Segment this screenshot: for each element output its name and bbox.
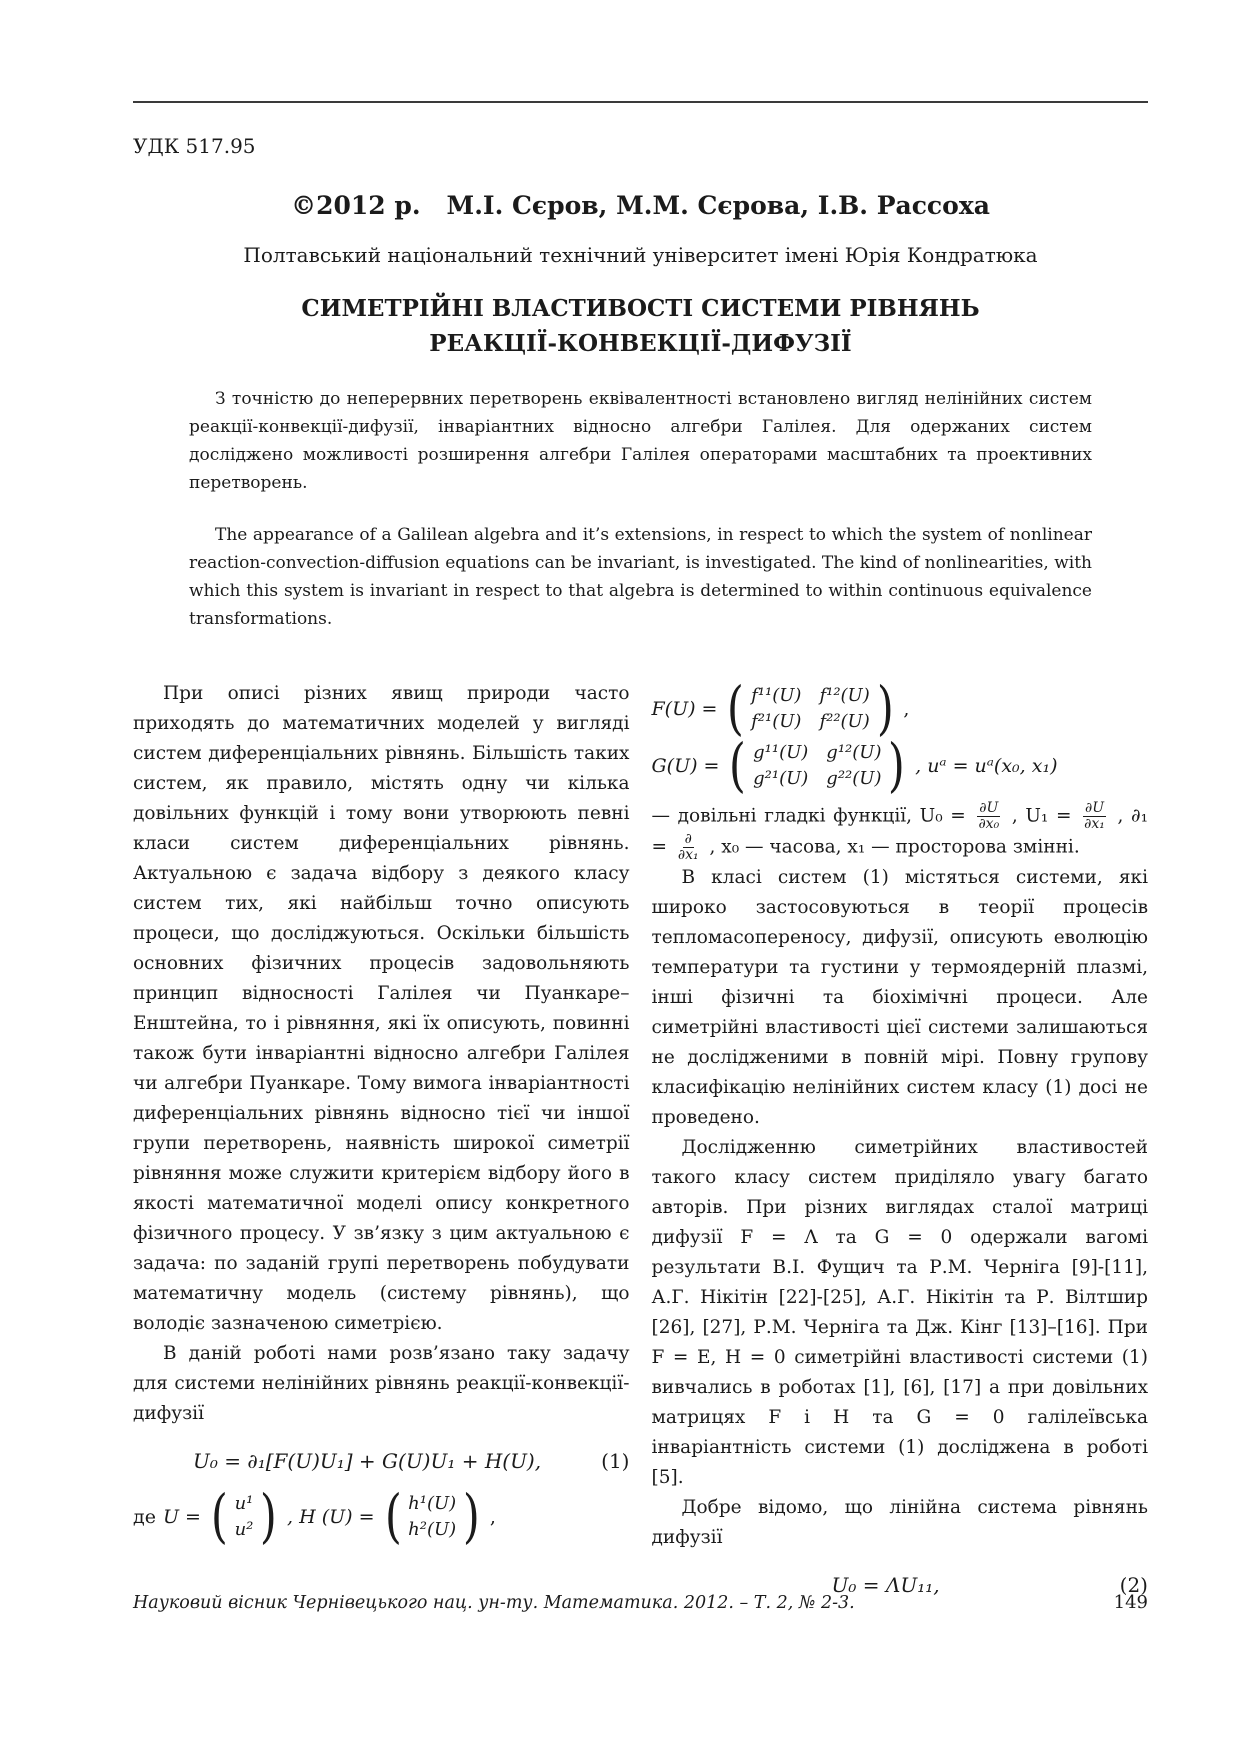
matrix-entry: u² xyxy=(234,1518,254,1540)
matrix-entry: g¹¹(U) xyxy=(753,741,809,763)
matrix-entry: g²²(U) xyxy=(826,767,882,789)
two-column-body xyxy=(133,674,1149,1613)
vector-h-matrix xyxy=(382,1482,483,1550)
right-column xyxy=(651,674,1149,1613)
equation-2-number: (2) xyxy=(1119,1573,1148,1598)
fraction-numerator: ∂U xyxy=(979,800,999,817)
matrix-F-line xyxy=(651,674,1149,742)
copyright-year: ©2012 р. xyxy=(291,191,421,220)
abstract-english: The appearance of a Galilean algebra and it’s extensions, in respect to which the system of nonlinear reaction-convection-diffusion equations can be invariant, is investigated. The kind of nonlinearities, with which this system is invariant in respect to that algebra is determined to within continuous equivalence transformations. xyxy=(189,525,1092,629)
page-footer xyxy=(133,1592,1148,1613)
title-line-2: РЕАКЦІЇ-КОНВЕКЦІЇ-ДИФУЗІЇ xyxy=(429,330,852,357)
matrix-entry: f²¹(U) xyxy=(751,710,802,732)
body-paragraph-class-systems: В класі систем (1) містяться системи, які широко застосовуються в теорії процесів тепломасопереносу, дифузії, описують еволюцію температури та густини у термоядерній плазмі, інші фізичні та біохімічні процеси. Але симетрійні властивості цієї системи залишаються не дослідженими в повній мірі. Повну групову класифікацію нелінійних систем класу (1) досі не проведено. xyxy=(651,867,1148,1129)
matrix-G-lhs: G(U) = xyxy=(651,754,720,777)
matrix-entry: f²²(U) xyxy=(819,710,870,732)
left-paren: ( xyxy=(384,1482,402,1550)
left-paren: ( xyxy=(210,1482,228,1550)
left-paren: ( xyxy=(727,674,745,742)
abstract-ukrainian: З точністю до неперервних перетворень еквівалентності встановлено вигляд нелінійних систем реакції-конвекції-дифузії, інваріантних відносно алгебри Галілея. Для одержаних систем досліджено можливості розширення алгебри Галілея операторами масштабних та проективних перетворень. xyxy=(189,389,1092,493)
vector-u-matrix xyxy=(208,1482,280,1550)
where-prefix: де xyxy=(133,1505,156,1528)
left-column xyxy=(133,679,630,1613)
body-paragraph-literature: Дослідженню симетрійних властивостей такого класу систем приділяло увагу багато авторів. При різних виглядах сталої матриці дифузії F = Λ та G = 0 одержали вагомі результати В.І. Фущич та Р.М. Черніга [9]-[11], А.Г. Нікітін [22]-[25], А.Г. Нікітін та Р. Вілтшир [26], [27], Р.М. Черніга та Дж. Кінг [13]–[16]. При F = E, H = 0 симетрійні властивості системи (1) вивчались в роботах [1], [6], [17] а при довільних матрицях F і H та G = 0 галілеївська інваріантність системи (1) досліджена в роботі [5]. xyxy=(651,1137,1148,1489)
matrix-entry: f¹²(U) xyxy=(819,684,870,706)
where-suffix: , xyxy=(489,1505,496,1528)
matrix-F-after: , xyxy=(903,697,910,720)
fraction-numerator: ∂ xyxy=(684,831,692,848)
fraction-numerator: ∂U xyxy=(1084,800,1105,817)
where-definition-line xyxy=(133,1482,630,1550)
equation-2-body: U₀ = ΛU₁₁, xyxy=(831,1573,940,1598)
right-paren: ) xyxy=(888,731,906,800)
fraction-denominator: ∂x₀ xyxy=(978,816,1000,833)
matrix-F-entries xyxy=(747,683,874,735)
vector-u-entries xyxy=(231,1491,258,1543)
page-number: 149 xyxy=(1113,1592,1148,1613)
matrix-entry: h²(U) xyxy=(408,1518,457,1540)
fraction-dU-dx1 xyxy=(1082,801,1107,832)
vars-segment: , x₀ — часова, x₁ — просторова змінні. xyxy=(709,836,1080,858)
body-paragraph-intro: При описі різних явищ природи часто приходять до математичних моделей у вигляді систем диференціальних рівнянь. Більшість таких систем, як правило, містять одну чи кілька довільних функцій і тому вони утворюють певні класи систем диференціальних рівнянь. Актуальною є задача відбору з деякого класу систем тих, які найбільш точно описують процеси, що досліджуються. Оскільки більшість основних фізичних процесів задовольняють принцип відносності Галілея чи Пуанкаре–Енштейна, то і рівняння, які їх описують, повинні також бути інваріантні відносно алгебри Галілея чи алгебри Пуанкаре. Тому вимога інваріантності диференціальних рівнянь відносно тієї чи іншої групи перетворень, наявність широкої симетрії рівняння може служити критерієм відбору його в якості математичної моделі опису конкретного фізичного процесу. У зв’язку з цим актуальною є задача: по заданій групі перетворень побудувати математичну модель (систему рівнянь), що володіє зазначеною симетрією. xyxy=(133,683,630,1334)
matrix-entry: h¹(U) xyxy=(408,1492,457,1514)
matrix-entry: g¹²(U) xyxy=(826,741,882,763)
page-title xyxy=(133,291,1148,361)
right-paren: ) xyxy=(260,1482,278,1550)
equation-1 xyxy=(133,1449,630,1473)
body-paragraph-linear-system: Добре відомо, що лінійна система рівнянь дифузії xyxy=(651,1497,1148,1549)
right-paren: ) xyxy=(876,674,894,742)
vector-u-lhs: U = xyxy=(162,1505,201,1528)
fraction-d-dx1 xyxy=(676,832,701,863)
affiliation: Полтавський національний технічний університет імені Юрія Кондратюка xyxy=(243,243,1038,267)
vector-h-entries xyxy=(404,1491,460,1543)
matrix-G xyxy=(726,731,908,800)
authors-names: М.І. Сєров, М.М. Сєрова, І.В. Рассоха xyxy=(446,191,990,220)
matrix-F xyxy=(724,674,896,742)
header-rule xyxy=(133,101,1148,103)
body-paragraph-task: В даній роботі нами розв’язано таку задачу для системи нелінійних рівнянь реакції-конвекції-дифузії xyxy=(133,1343,630,1424)
fraction-denominator: ∂x₁ xyxy=(677,847,699,864)
matrix-G-entries xyxy=(749,740,885,792)
udc-label: УДК 517.95 xyxy=(133,134,256,158)
matrix-F-lhs: F(U) = xyxy=(651,697,718,720)
page-content xyxy=(133,0,1148,1613)
equation-1-number: (1) xyxy=(601,1449,630,1473)
authors-line xyxy=(133,191,1148,220)
matrix-entry: u¹ xyxy=(234,1492,254,1514)
fraction-dU-dx0 xyxy=(976,801,1001,832)
title-line-1: СИМЕТРІЙНІ ВЛАСТИВОСТІ СИСТЕМИ РІВНЯНЬ xyxy=(301,295,980,322)
right-paren: ) xyxy=(463,1482,481,1550)
matrix-G-after: , uᵃ = uᵃ(x₀, x₁) xyxy=(915,754,1058,777)
matrix-entry: g²¹(U) xyxy=(753,767,809,789)
matrix-G-line xyxy=(651,731,1149,800)
fraction-denominator: ∂x₁ xyxy=(1084,816,1105,833)
journal-citation: Науковий вісник Чернівецького нац. ун-ту. Математика. 2012. – Т. 2, № 2-3. xyxy=(133,1593,855,1613)
equation-1-body: U₀ = ∂₁[F(U)U₁] + G(U)U₁ + H(U), xyxy=(193,1449,542,1473)
left-paren: ( xyxy=(729,731,747,800)
vector-h-lhs: , H (U) = xyxy=(287,1505,375,1528)
vars-segment: , ∂₁ = xyxy=(651,805,1149,858)
vars-segment: , U₁ = xyxy=(1011,805,1072,827)
variables-definition-paragraph xyxy=(652,801,1149,863)
vars-segment: — довільні гладкі функції, U₀ = xyxy=(651,805,966,827)
matrix-entry: f¹¹(U) xyxy=(751,684,802,706)
